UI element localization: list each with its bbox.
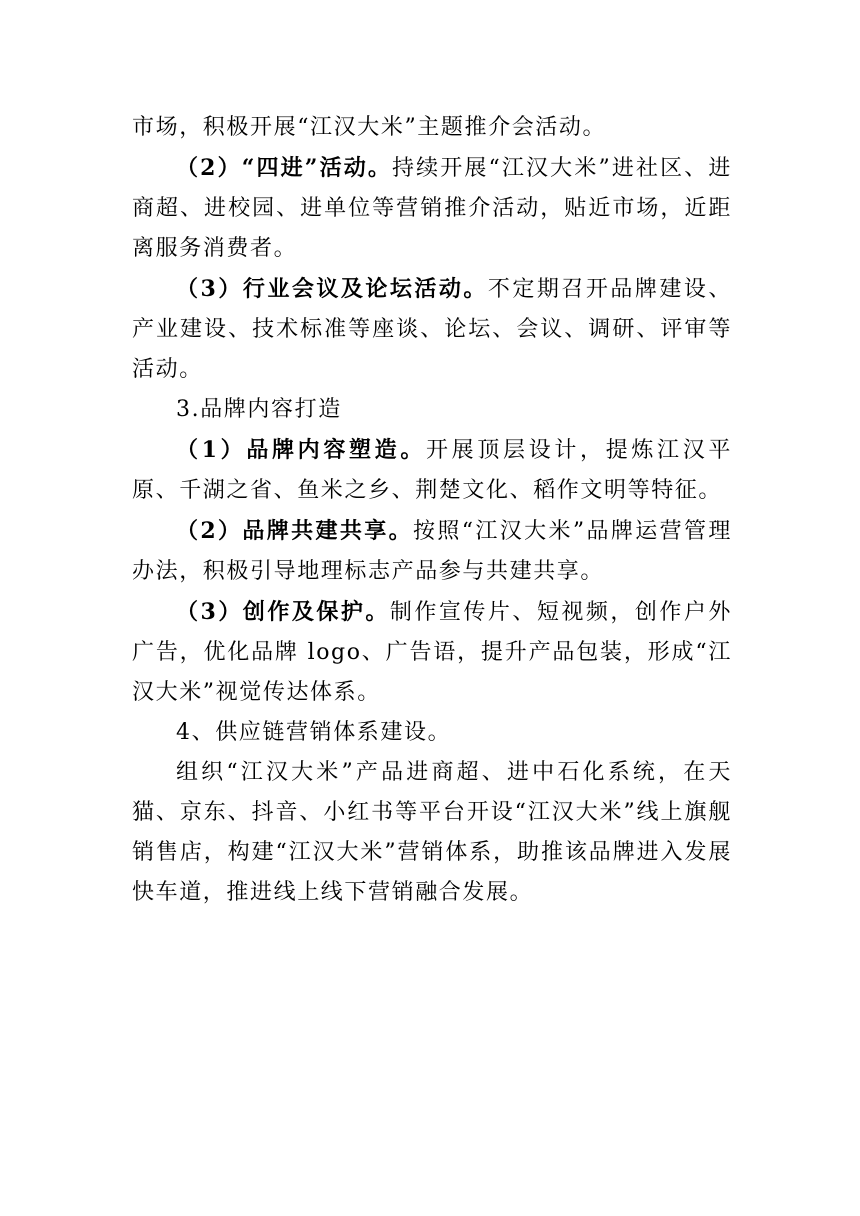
- paragraph-heading: （1）品牌内容塑造。: [176, 437, 427, 463]
- paragraph-heading: （2）“四进”活动。: [176, 155, 392, 181]
- paragraph-text: 制作宣传片、短视频，创作户外广告，优化品牌 logo、广告语，提升产品包装，形成“江汉大米”视觉传达体系。: [132, 600, 732, 705]
- section-heading-text: 4、供应链营销体系建设。: [176, 720, 452, 745]
- section-heading-brand-content: [132, 390, 732, 430]
- paragraph-heading: （2）品牌共建共享。: [176, 518, 414, 544]
- paragraph-market-continuation: [132, 108, 732, 148]
- paragraph-text: 市场，积极开展“江汉大米”主题推介会活动。: [132, 115, 607, 140]
- paragraph-supply-chain-details: [132, 753, 732, 913]
- document-body: [132, 108, 732, 913]
- paragraph-heading: （3）创作及保护。: [176, 599, 390, 625]
- paragraph-text: 按照“江汉大米”品牌运营管理办法，积极引导地理标志产品参与共建共享。: [132, 519, 732, 584]
- paragraph-text: 开展顶层设计，提炼江汉平原、千湖之省、鱼米之乡、荆楚文化、稻作文明等特征。: [132, 438, 732, 503]
- section-heading-text: 3.品牌内容打造: [176, 397, 342, 422]
- paragraph-brand-co-building: [132, 511, 732, 592]
- paragraph-industry-forums: [132, 269, 732, 390]
- paragraph-four-entries: [132, 148, 732, 269]
- paragraph-brand-content-shaping: [132, 430, 732, 511]
- paragraph-heading: （3）行业会议及论坛活动。: [176, 276, 488, 302]
- paragraph-text: 组织“江汉大米”产品进商超、进中石化系统，在天猫、京东、抖音、小红书等平台开设“江汉大米”线上旗舰销售店，构建“江汉大米”营销体系，助推该品牌进入发展快车道，推进线上线下营销融合发展。: [132, 760, 732, 905]
- paragraph-creation-protection: [132, 592, 732, 713]
- paragraph-text: 不定期召开品牌建设、产业建设、技术标准等座谈、论坛、会议、调研、评审等活动。: [132, 277, 732, 382]
- section-heading-supply-chain: [132, 713, 732, 753]
- paragraph-text: 持续开展“江汉大米”进社区、进商超、进校园、进单位等营销推介活动，贴近市场，近距离服务消费者。: [132, 156, 732, 261]
